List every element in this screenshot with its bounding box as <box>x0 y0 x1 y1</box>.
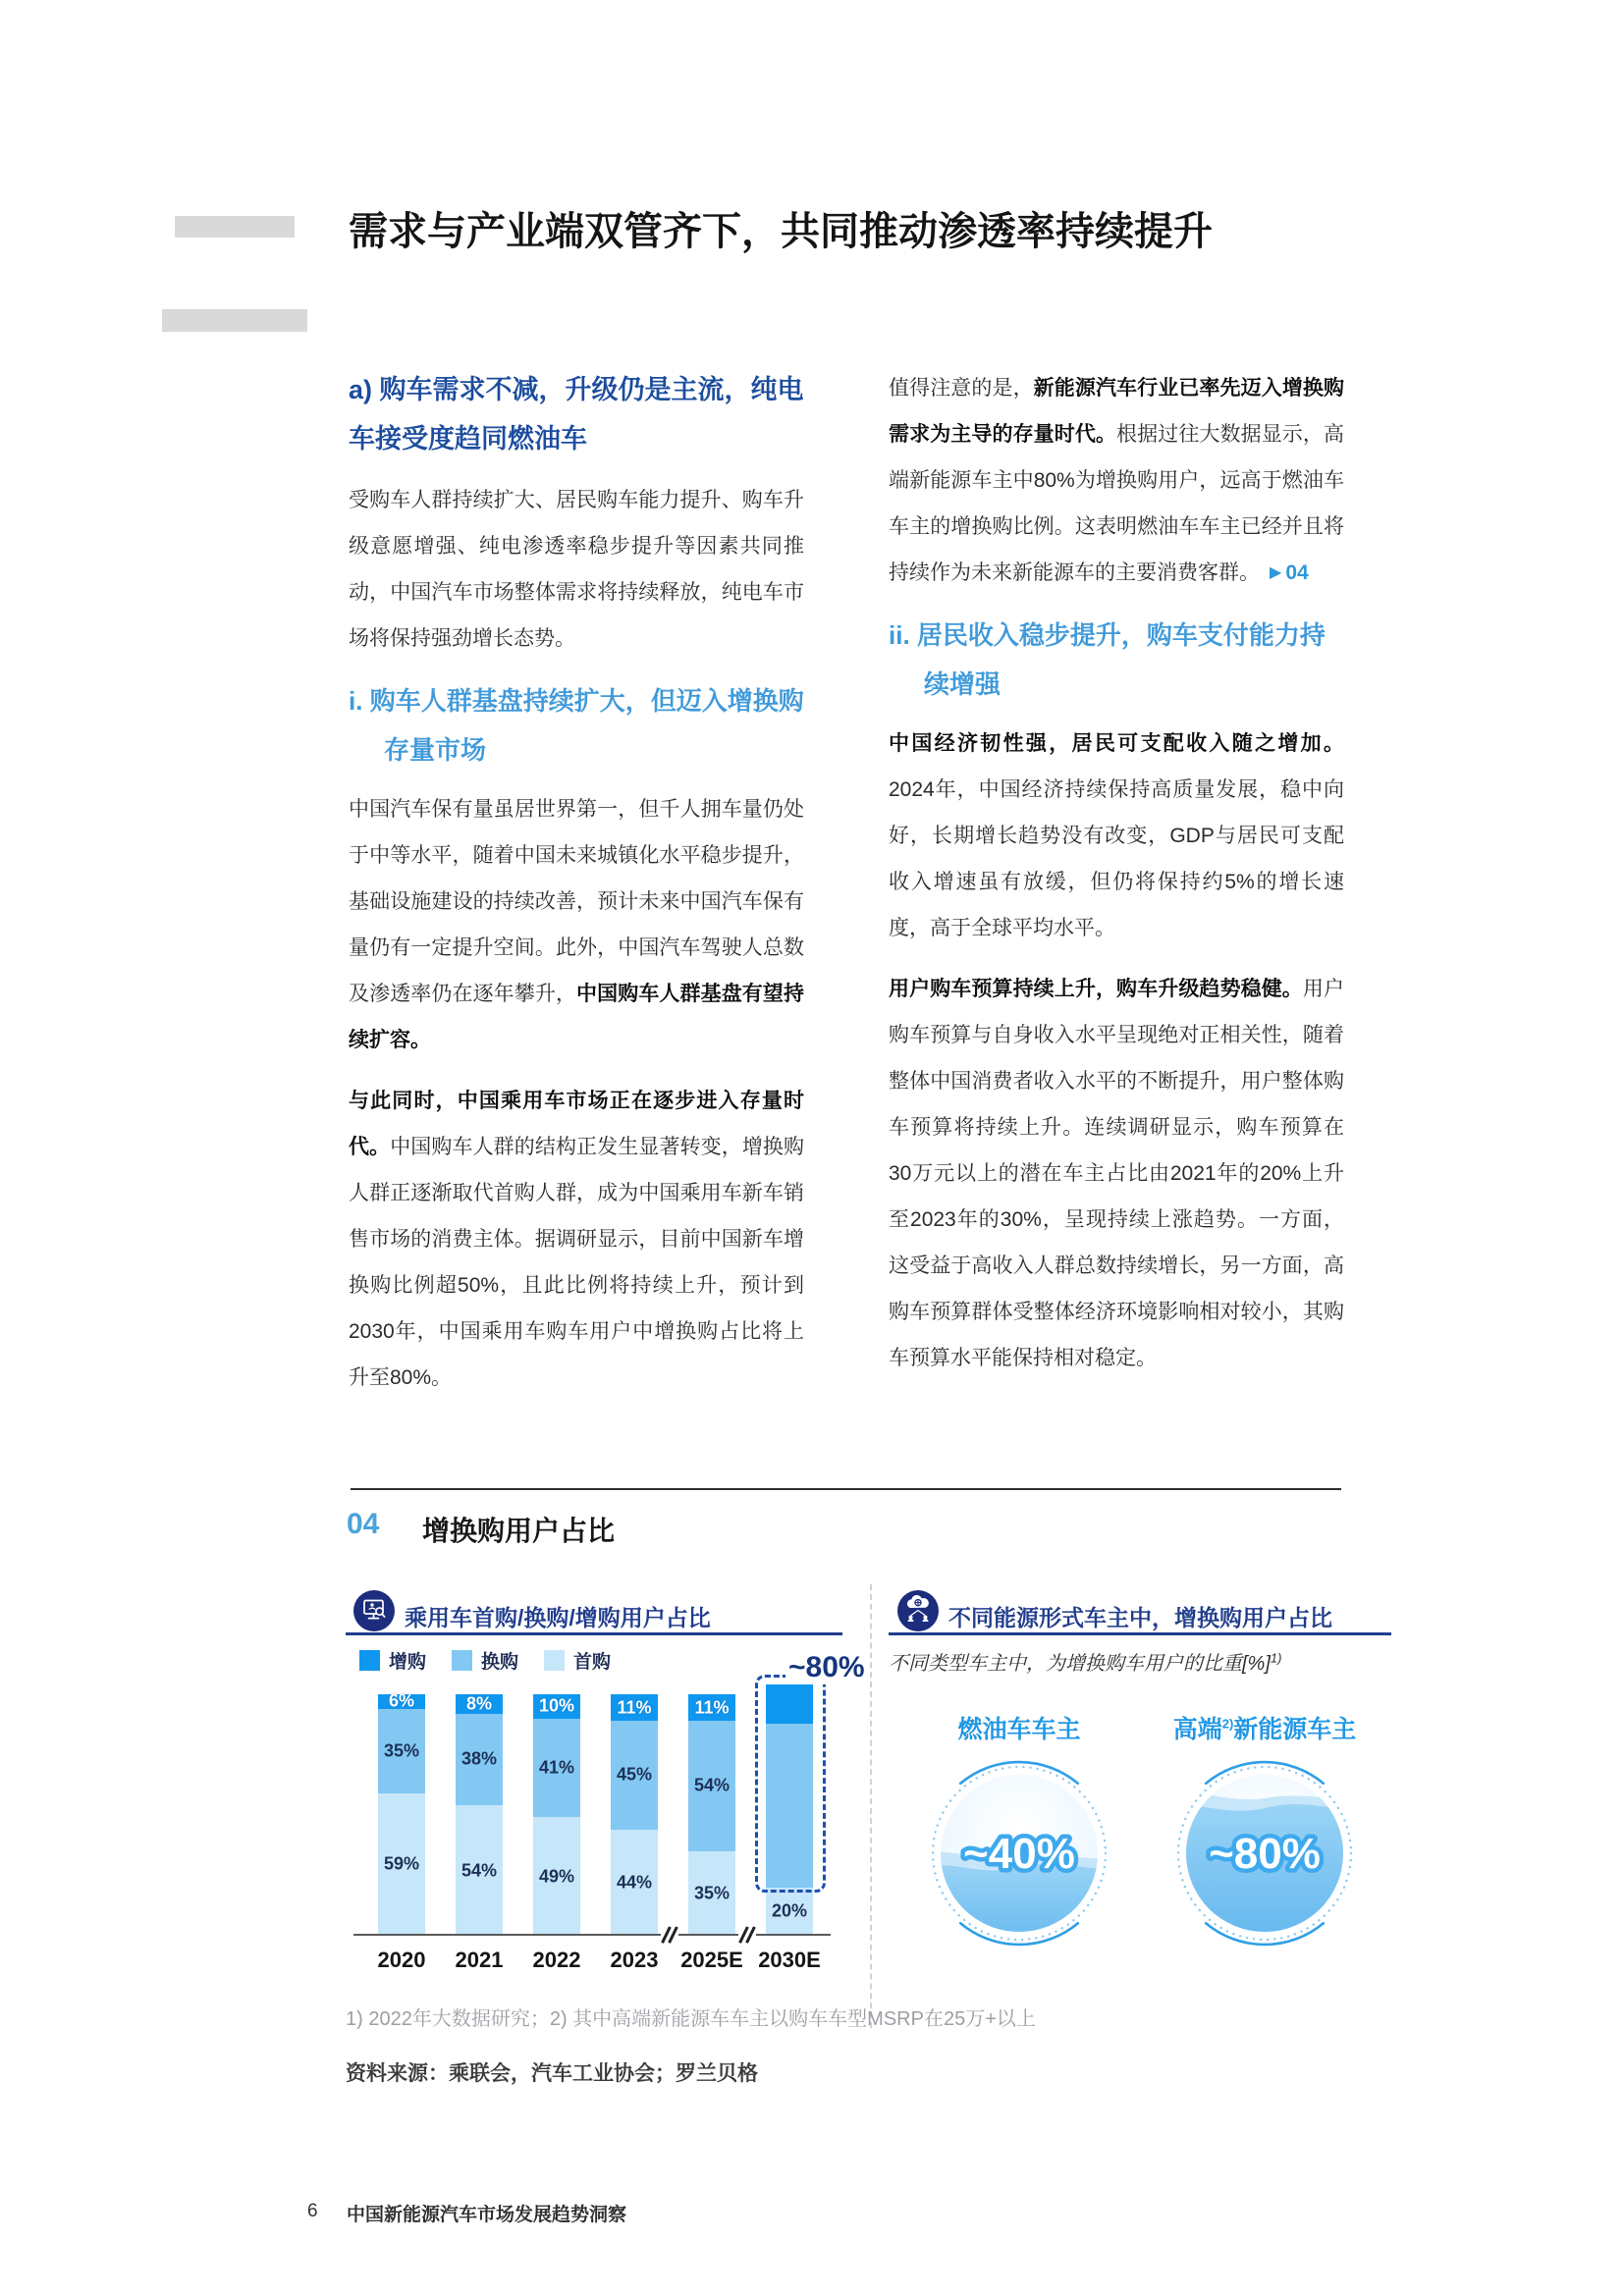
triangle-icon: ▶ <box>1270 564 1282 581</box>
paragraph <box>349 477 804 662</box>
x-axis-label: 2025E <box>680 1948 743 1972</box>
subtitle-footnote-marker: 1) <box>1270 1650 1282 1666</box>
legend-swatch-icon <box>359 1650 380 1671</box>
connected-car-cloud-icon <box>897 1590 939 1631</box>
forecast-callout-label: ~80% <box>785 1651 868 1684</box>
x-axis-label: 2020 <box>377 1948 426 1972</box>
text-column-left <box>349 365 804 1415</box>
bar-segment <box>611 1721 658 1830</box>
paragraph-text: 中国购车人群的结构正发生显著转变，增换购人群正逐渐取代首购人群，成为中国乘用车新车销售市场的消费主体。据调研显示，目前中国新车增换购比例超50%，且此比例将持续上升，预计到2030年，中国乘用车购车用户中增换购占比将上升至80%。 <box>349 1136 805 1389</box>
paragraph-text: 根据过往大数据显示，高端新能源车主中80%为增换购用户，远高于燃油车车主的增换购比例。这表明燃油车车主已经并且将持续作为未来新能源车的主要消费客群。 <box>889 423 1344 584</box>
bar-value-label: 8% <box>465 1693 492 1714</box>
legend-item <box>544 1647 611 1674</box>
paragraph <box>349 786 804 1063</box>
paragraph-bold-text: 用户购车预算持续上升，购车升级趋势稳健。 <box>889 978 1303 1000</box>
bar-value-label: 10% <box>538 1695 575 1716</box>
x-axis-label: 2022 <box>532 1948 581 1972</box>
decorative-bar <box>162 309 307 332</box>
bar-value-label: 11% <box>617 1697 652 1718</box>
figure-footnote: 1) 2022年大数据研究；2) 其中高端新能源车车主以购车车型MSRP在25万+以上 <box>346 2008 1036 2030</box>
bar-segment <box>688 1721 735 1851</box>
bar-segment <box>378 1709 425 1793</box>
x-axis <box>353 1934 831 1936</box>
figure-reference <box>1270 561 1309 584</box>
legend-label: 首购 <box>573 1652 612 1673</box>
subsection-title: 居民收入稳步提升，购车支付能力持续增强 <box>916 620 1326 699</box>
bar-segment <box>456 1714 503 1805</box>
bar-segment <box>533 1719 580 1818</box>
bar-value-label: 35% <box>383 1740 420 1761</box>
panel-separator <box>870 1584 872 2028</box>
figure-divider <box>351 1488 1341 1490</box>
bar-value-label: 41% <box>538 1757 575 1778</box>
paragraph-text: 用户购车预算与自身收入水平呈现绝对正相关性，随着整体中国消费者收入水平的不断提升，用户整体购车预算将持续上升。连续调研显示，购车预算在30万元以上的潜在车主占比由2021年的20%上升至2023年的30%，呈现持续上涨趋势。一方面，这受益于高收入人群总数持续增长，另一方面，高购车预算群体受整体经济环境影响相对较小，其购车预算水平能保持相对稳定。 <box>889 978 1345 1369</box>
bar-segment <box>688 1851 735 1936</box>
figure-reference-number: 04 <box>1285 561 1309 584</box>
chart-legend <box>359 1647 611 1674</box>
subsection-title: 购车人群基盘持续扩大，但迈入增换购存量市场 <box>369 686 804 765</box>
paragraph-bold-text: 与此同时，中国乘用车市场正在逐步进入存量时代。 <box>349 1090 804 1158</box>
right-panel-subtitle <box>889 1647 1281 1676</box>
bar-segment <box>611 1694 658 1721</box>
left-panel-title: 乘用车首购/换购/增购用户占比 <box>405 1605 711 1630</box>
bar-value-label: 6% <box>388 1690 414 1711</box>
subsection-heading-i <box>349 676 804 774</box>
bar-value-label: 49% <box>538 1866 575 1887</box>
bar-segment <box>378 1793 425 1936</box>
paragraph-text: 中国汽车保有量虽居世界第一，但千人拥车量仍处于中等水平，随着中国未来城镇化水平稳步提升，基础设施建设的持续改善，预计未来中国汽车保有量仍有一定提升空间。此外，中国汽车驾驶人总数及渗透率仍在逐年攀升， <box>349 798 804 1005</box>
forecast-callout-box <box>755 1675 826 1893</box>
right-panel-title: 不同能源形式车主中，增换购用户占比 <box>948 1605 1332 1630</box>
page-title: 需求与产业端双管齐下，共同推动渗透率持续提升 <box>349 210 1213 253</box>
axis-break-icon <box>738 1924 756 1946</box>
bar-value-label: 54% <box>460 1860 498 1881</box>
text-column-right <box>889 365 1344 1396</box>
bar-segment <box>766 1888 813 1936</box>
gauge-label-fuel: 燃油车车主 <box>957 1716 1081 1743</box>
bar-value-label: 38% <box>460 1748 498 1769</box>
axis-break-icon <box>661 1924 678 1946</box>
decorative-bar <box>175 216 295 238</box>
figure-number: 04 <box>347 1508 380 1540</box>
legend-label: 换购 <box>481 1652 519 1673</box>
bar-segment <box>378 1690 425 1711</box>
svg-text:~40%: ~40% <box>963 1830 1075 1878</box>
right-panel-underline <box>889 1632 1391 1635</box>
bar-value-label: 45% <box>616 1764 653 1785</box>
paragraph-bold-text: 新能源汽车行业已率先迈入增换购需求为主导的存量时代。 <box>889 377 1345 446</box>
bar-segment <box>688 1694 735 1721</box>
section-heading-a: a) 购车需求不减，升级仍是主流，纯电车接受度趋同燃油车 <box>349 375 804 454</box>
water-gauge-nev-owners <box>1166 1755 1363 1951</box>
paragraph-bold-text: 中国经济韧性强，居民可支配收入随之增加。 <box>889 732 1344 755</box>
legend-swatch-icon <box>452 1650 472 1671</box>
subsection-number: i. <box>349 686 363 716</box>
gauge-label-nev: 高端$^{2)}$新能源车主 <box>1172 1716 1357 1743</box>
legend-label: 增购 <box>389 1652 427 1673</box>
bar-segment <box>456 1694 503 1714</box>
bar-value-label: 20% <box>771 1900 808 1921</box>
monitor-magnifier-icon <box>353 1590 395 1631</box>
bar-value-label: 44% <box>616 1872 653 1893</box>
legend-item <box>359 1647 426 1674</box>
bar-value-label: 35% <box>693 1883 731 1903</box>
x-axis-label: 2023 <box>610 1948 659 1972</box>
bar-segment <box>533 1694 580 1719</box>
bar-segment <box>611 1830 658 1936</box>
paragraph-bold-text: 中国购车人群基盘有望持续扩容。 <box>349 983 804 1051</box>
paragraph-text: 受购车人群持续扩大、居民购车能力提升、购车升级意愿增强、纯电渗透率稳步提升等因素共同推动，中国汽车市场整体需求将持续释放，纯电车市场将保持强劲增长态势。 <box>349 489 804 650</box>
paragraph <box>889 721 1344 951</box>
water-gauge-fuel-owners <box>921 1755 1117 1951</box>
paragraph <box>889 365 1344 596</box>
x-axis-label: 2021 <box>455 1948 504 1972</box>
subtitle-text: 不同类型车主中，为增换购车用户的比重[%] <box>889 1653 1271 1675</box>
svg-text:~80%: ~80% <box>1209 1830 1321 1878</box>
paragraph-text: 值得注意的是， <box>889 377 1034 400</box>
subsection-heading-ii <box>889 611 1344 709</box>
bar-value-label: 54% <box>693 1775 731 1795</box>
bar-value-label: 11% <box>694 1697 730 1718</box>
legend-swatch-icon <box>544 1650 565 1671</box>
bar-value-label: 59% <box>383 1853 420 1874</box>
legend-item <box>452 1647 518 1674</box>
subsection-number: ii. <box>889 620 910 650</box>
figure-title: 增换购用户占比 <box>422 1516 616 1546</box>
left-panel-underline <box>346 1632 842 1635</box>
paragraph-text: 2024年，中国经济持续保持高质量发展，稳中向好，长期增长趋势没有改变，GDP与居民可支配收入增速虽有放缓，但仍将保持约5%的增长速度，高于全球平均水平。 <box>889 778 1344 939</box>
footer-doc-title: 中国新能源汽车市场发展趋势洞察 <box>347 2205 627 2225</box>
paragraph <box>889 966 1344 1381</box>
page-number: 6 <box>307 2201 318 2221</box>
paragraph <box>349 1078 804 1401</box>
x-axis-label: 2030E <box>758 1948 821 1972</box>
figure-source: 资料来源：乘联会，汽车工业协会；罗兰贝格 <box>346 2062 758 2085</box>
bar-segment <box>533 1817 580 1936</box>
bar-segment <box>456 1805 503 1936</box>
